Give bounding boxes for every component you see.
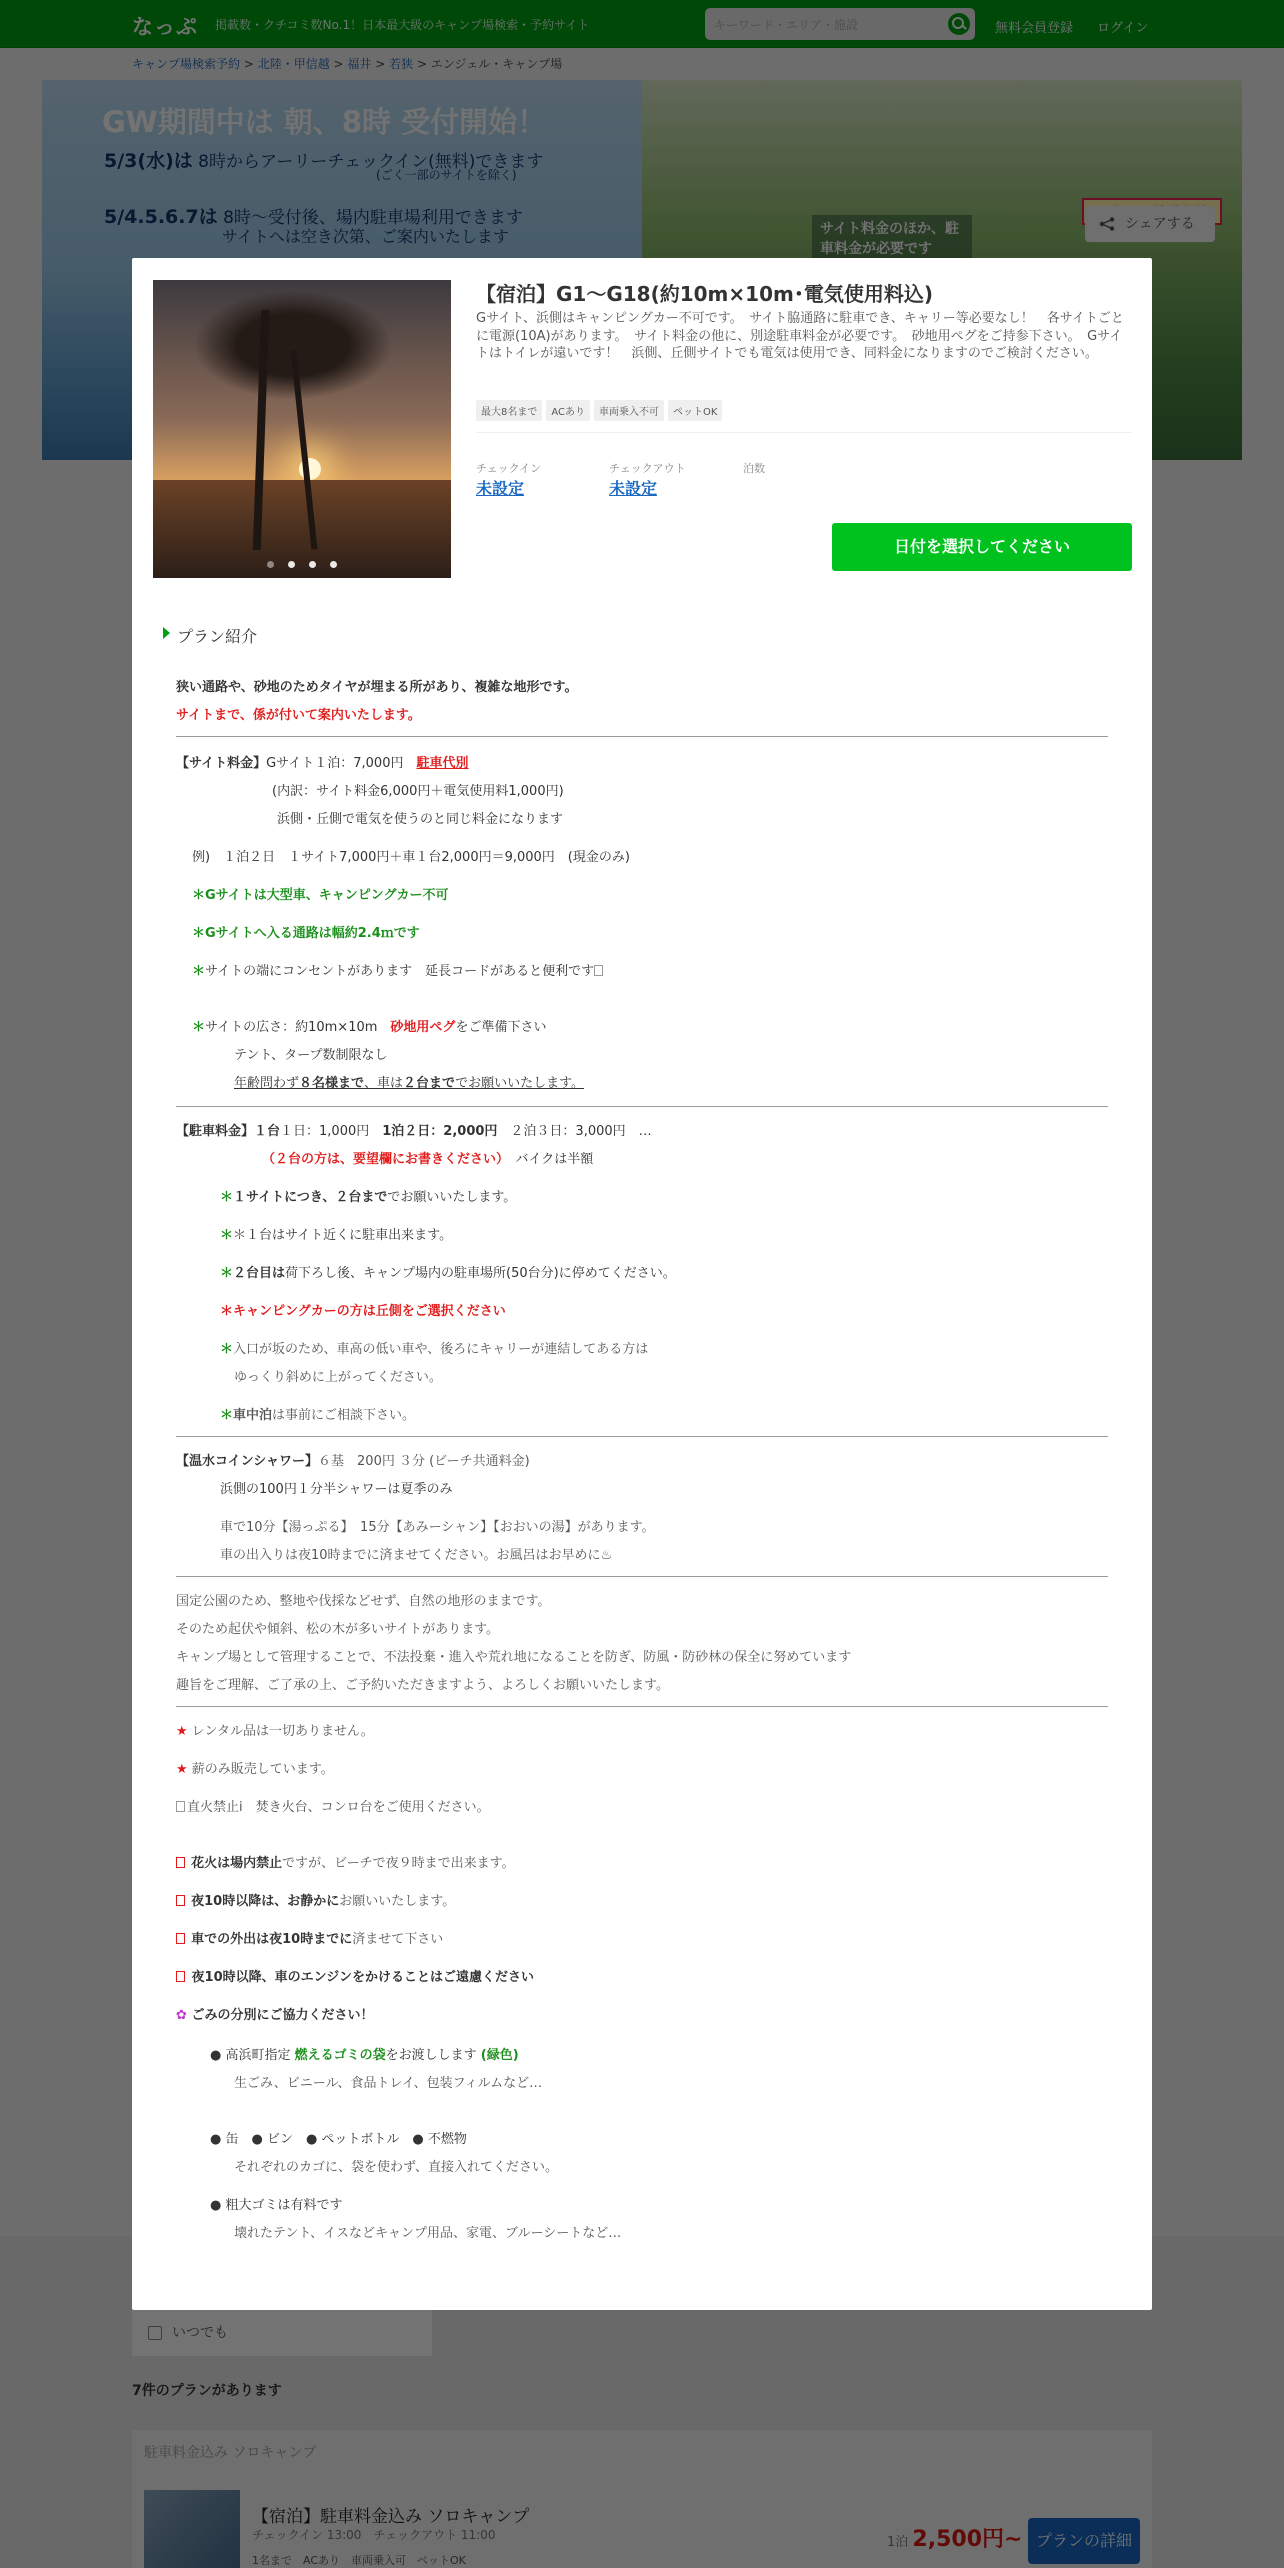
plan-note: ＊１サイトにつき、２台まででお願いいたします。 — [220, 1190, 517, 1205]
rule-item: ★ 薪のみ販売しています。 — [176, 1762, 334, 1777]
pagination-dot[interactable] — [288, 561, 295, 568]
trash-detail: 壊れたテント、イスなどキャンプ用品、家電、ブルーシートなど… — [234, 2226, 622, 2241]
trash-item: ● 缶 ● ビン ● ペットボトル ● 不燃物 — [210, 2132, 467, 2147]
plan-text: 車で10分【湯っぷる】 15分【あみーシャン】【おおいの湯】があります。 — [220, 1520, 655, 1535]
rule-item: 車での外出は夜10時までに済ませて下さい — [176, 1928, 443, 1947]
parking-line: 【駐車料金】１台１日：1,000円 1泊２日：2,000円 ２泊３日：3,000円 … — [176, 1124, 652, 1139]
plan-text: ゆっくり斜めに上がってください。 — [234, 1370, 442, 1385]
plan-note-warning: ＊キャンピングカーの方は丘側をご選択ください — [220, 1304, 506, 1319]
checkin-value[interactable]: 未設定 — [476, 479, 525, 498]
checkin-label: チェックイン — [476, 462, 542, 475]
trash-heading: ✿ ごみの分別にご協力ください！ — [176, 2008, 374, 2023]
divider — [176, 1576, 1108, 1577]
plan-tags — [476, 400, 726, 421]
photo-pagination — [153, 553, 451, 572]
plan-text: (内訳：サイト料金6,000円＋電気使用料1,000円) — [272, 784, 564, 799]
divider — [176, 736, 1108, 737]
rule-item: ★ レンタル品は一切ありません。 — [176, 1724, 374, 1739]
plan-note: ＊入口が坂のため、車高の低い車や、後ろにキャリーが連結してある方は — [220, 1342, 649, 1357]
tag: 車両乗入不可 — [594, 400, 664, 421]
trash-detail: 生ごみ、ビニール、食品トレイ、包装フィルムなど… — [234, 2076, 543, 2091]
plan-text: 浜側の100円１分半シャワーは夏季のみ — [220, 1482, 453, 1497]
section-heading: プラン紹介 — [163, 624, 257, 647]
tag: ペットOK — [668, 400, 722, 421]
checkout-value[interactable]: 未設定 — [609, 479, 658, 498]
plan-modal — [132, 258, 1152, 2310]
plan-title: 【宿泊】G1～G18(約10m×10m･電気使用料込) — [476, 282, 933, 306]
checkout-label: チェックアウト — [609, 462, 686, 475]
trash-item: ● 粗大ゴミは有料です — [210, 2198, 343, 2213]
plan-note: ＊Gサイトは大型車、キャンピングカー不可 — [192, 888, 449, 903]
parking-note: （２台の方は、要望欄にお書きください） バイクは半額 — [262, 1152, 594, 1167]
pagination-dot[interactable] — [330, 561, 337, 568]
plan-text: 狭い通路や、砂地のためタイヤが埋まる所があり、複雑な地形です。 — [176, 680, 578, 695]
plan-text: テント、タープ数制限なし — [234, 1048, 388, 1063]
plan-text: 例) １泊２日 １サイト7,000円＋車１台2,000円＝9,000円 (現金のみ) — [192, 850, 630, 865]
plan-photo[interactable] — [153, 280, 451, 578]
plan-description: Gサイト、浜側はキャンピングカー不可です。 サイト脇通路に駐車でき、キャリー等必要なし！ 各サイトごとに電源(10A)があります。 サイト料金の他に、別途駐車料金が必要です。 砂地用ペグをご持参下さい。 Gサイトはトイレが遠いです！ 浜側、丘側サイトでも電気は使用でき、同料金になりますのでご検討ください。 — [476, 311, 1124, 361]
divider — [176, 1706, 1108, 1707]
plan-note: ＊Gサイトへ入る通路は幅約2.4ｍです — [192, 926, 420, 941]
plan-text: 浜側・丘側で電気を使うのと同じ料金になります — [277, 812, 564, 827]
trash-item: ● 高浜町指定 燃えるゴミの袋をお渡しします (緑色) — [210, 2048, 519, 2063]
divider — [176, 1106, 1108, 1107]
star-icon: ★ — [176, 1762, 188, 1777]
plan-note: ＊サイトの端にコンセントがあります 延長コードがあると便利です — [192, 960, 605, 979]
select-date-button[interactable]: 日付を選択してください — [832, 523, 1132, 571]
plan-text: 車の出入りは夜10時までに済ませてください。お風呂はお早めに♨ — [220, 1548, 613, 1563]
tag: 最大8名まで — [476, 400, 542, 421]
plan-text: 年齢問わず８名様まで、車は２台まででお願いいたします。 — [234, 1076, 585, 1091]
rule-item: 夜10時以降は、お静かにお願いいたします。 — [176, 1890, 455, 1909]
rule-item: 直火禁止i 焚き火台、コンロ台をご使用ください。 — [176, 1796, 490, 1815]
plan-text: 趣旨をご理解、ご了承の上、ご予約いただきますよう、よろしくお願いいたします。 — [176, 1678, 669, 1693]
pagination-dot[interactable] — [309, 561, 316, 568]
pagination-dot[interactable] — [267, 561, 274, 568]
plan-text-warning: サイトまで、係が付いて案内いたします。 — [176, 708, 421, 723]
plan-text: キャンプ場として管理することで、不法投棄・進入や荒れ地になることを防ぎ、防風・防砂林の保全に努めています — [176, 1650, 852, 1665]
plan-text: 国定公園のため、整地や伐採などせず、自然の地形のままです。 — [176, 1594, 551, 1609]
shower-line: 【温水コインシャワー】６基 200円 ３分 (ビーチ共通料金) — [176, 1454, 530, 1469]
plan-note: ＊＊１台はサイト近くに駐車出来ます。 — [220, 1228, 453, 1243]
trash-detail: それぞれのカゴに、袋を使わず、直接入れてください。 — [234, 2160, 558, 2175]
plan-note: ＊２台目は荷下ろし後、キャンプ場内の駐車場所(50台分)に停めてください。 — [220, 1266, 676, 1281]
rule-item: 夜10時以降、車のエンジンをかけることはご遠慮ください — [176, 1966, 534, 1985]
site-fee-line: 【サイト料金】Gサイト１泊：7,000円 駐車代別 — [176, 756, 469, 771]
plan-note: ＊サイトの広さ：約10m×10m 砂地用ペグをご準備下さい — [192, 1020, 547, 1035]
star-icon: ★ — [176, 1724, 188, 1739]
divider — [476, 432, 1132, 433]
nights-label: 泊数 — [743, 462, 765, 475]
tag: ACあり — [546, 400, 590, 421]
divider — [176, 1436, 1108, 1437]
plan-note: ＊車中泊は事前にご相談下さい。 — [220, 1408, 416, 1423]
rule-item: 花火は場内禁止ですが、ビーチで夜９時まで出来ます。 — [176, 1852, 515, 1871]
plan-text: そのため起伏や傾斜、松の木が多いサイトがあります。 — [176, 1622, 500, 1637]
flower-icon: ✿ — [176, 2008, 187, 2023]
